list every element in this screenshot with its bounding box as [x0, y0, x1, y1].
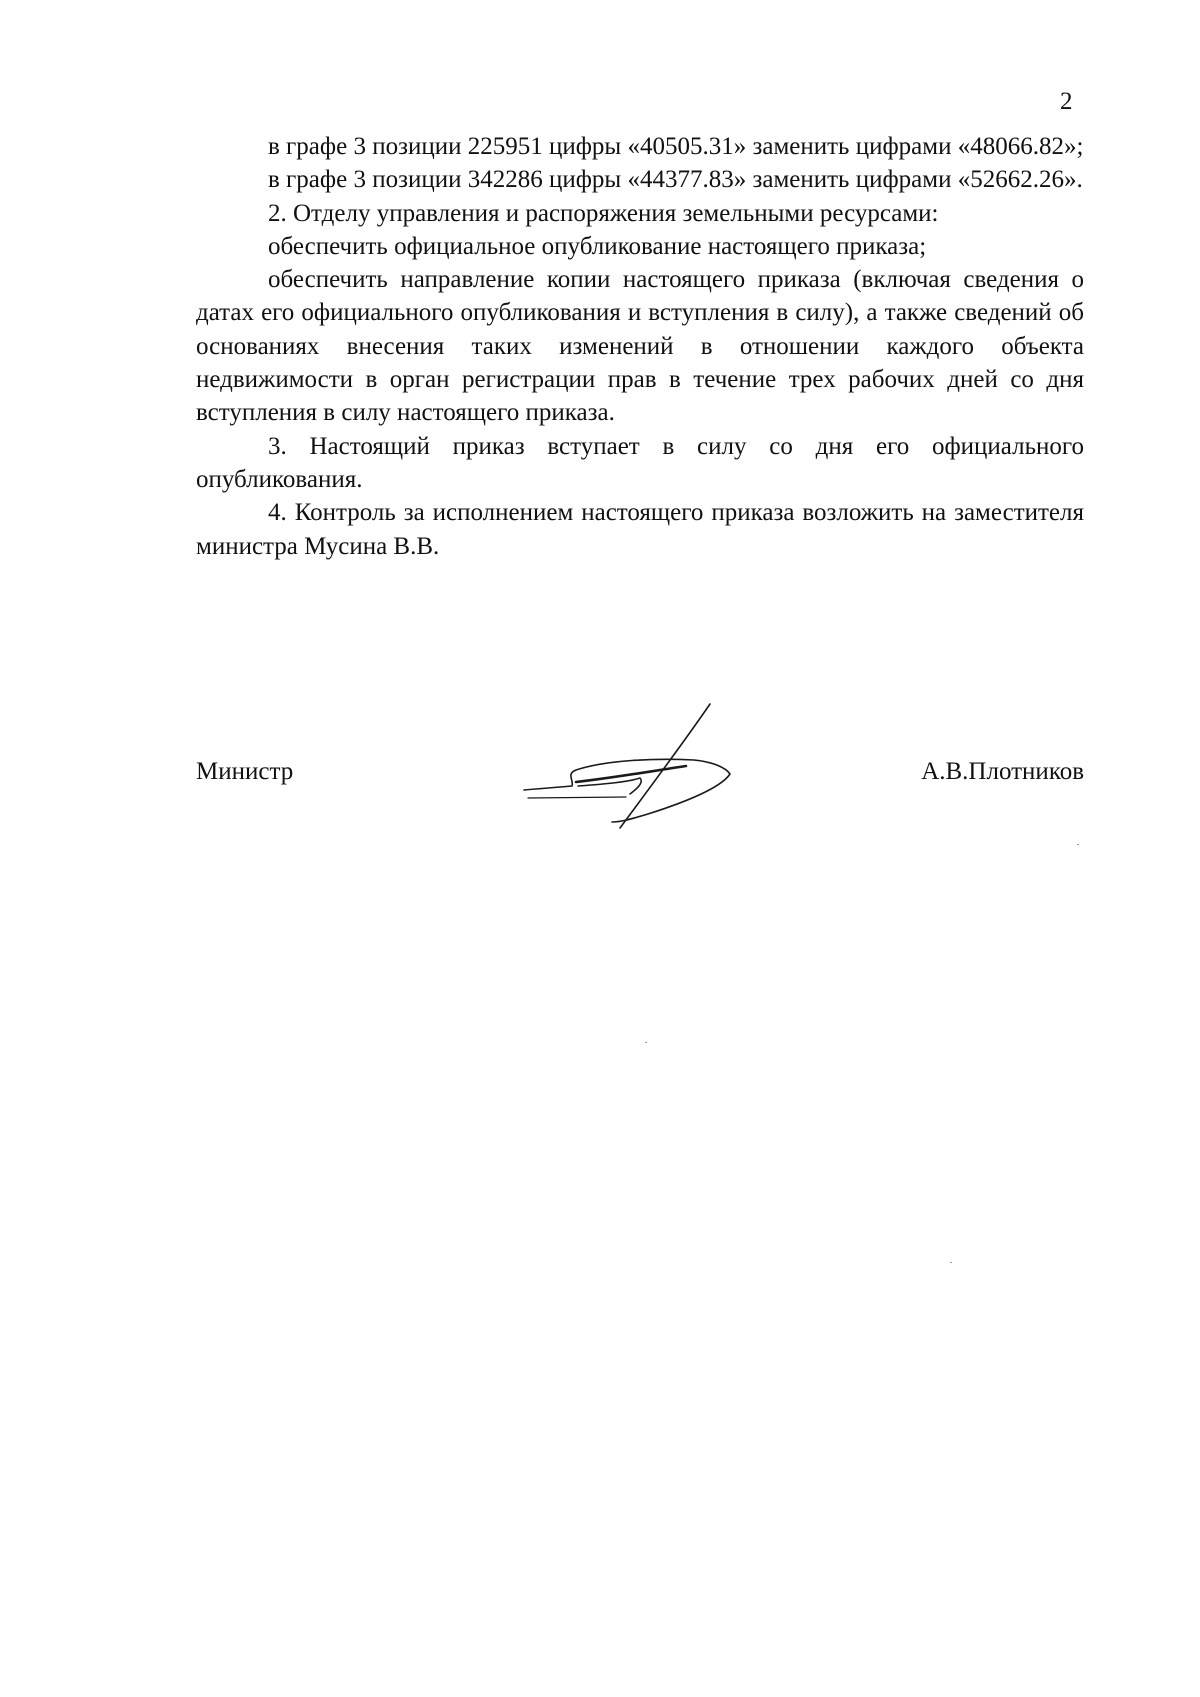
paragraph-replace-225951: в графе 3 позиции 225951 цифры «40505.31» заменить цифрами «48066.82»;	[268, 133, 1084, 160]
scan-speck	[645, 1042, 647, 1043]
page-number: 2	[1060, 88, 1073, 115]
signatory-name: А.В.Плотников	[921, 758, 1084, 785]
paragraph-item-3: 3. Настоящий приказ вступает в силу со дня его официального опубликования.	[196, 432, 1084, 493]
signatory-title: Министр	[196, 758, 294, 785]
scan-speck	[950, 1262, 952, 1263]
handwritten-signature	[516, 690, 756, 830]
paragraph-item-4: 4. Контроль за исполнением настоящего приказа возложить на заместителя министра Мусина В.В.	[196, 499, 1084, 560]
signature-block	[196, 690, 1084, 830]
scan-speck	[1077, 844, 1079, 845]
document-body	[196, 130, 1084, 563]
paragraph-item-2: 2. Отделу управления и распоряжения земельными ресурсами:	[268, 199, 939, 227]
paragraph-publication: обеспечить официальное опубликование настоящего приказа;	[268, 232, 927, 260]
paragraph-copy-direction: обеспечить направление копии настоящего приказа (включая сведения о датах его официального опубликования и вступления в силу), а также сведений об основаниях внесения таких изменений в отношении каждого объекта недвижимости в орган регистрации прав в течение трех рабочих дней со дня вступления в силу настоящего приказа.	[196, 266, 1084, 427]
paragraph-replace-342286: в графе 3 позиции 342286 цифры «44377.83» заменить цифрами «52662.26».	[268, 166, 1083, 194]
